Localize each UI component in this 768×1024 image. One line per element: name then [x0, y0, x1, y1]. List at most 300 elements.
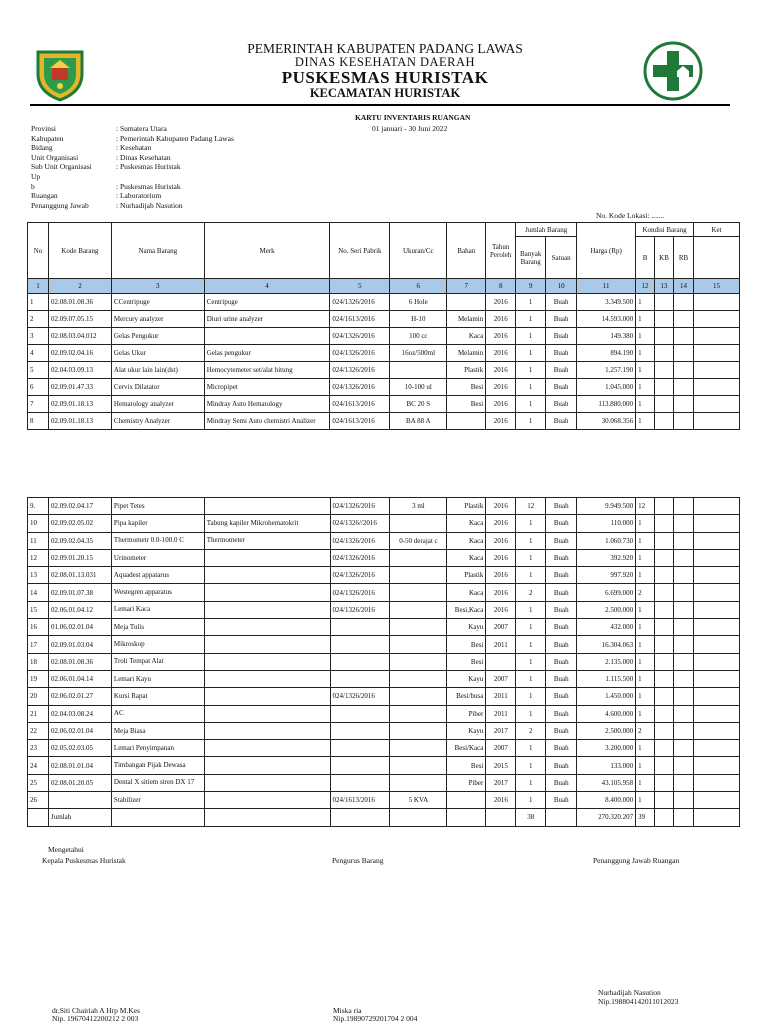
table-cell — [390, 740, 447, 757]
sign-penanggung-jawab: Penanggung Jawab Ruangan — [593, 856, 680, 865]
table-cell: Besi,Kaca — [447, 601, 486, 618]
table-cell — [330, 722, 390, 739]
table-cell: 2011 — [486, 636, 516, 653]
table-cell: 2.135.000 — [577, 653, 636, 670]
table-cell-empty — [694, 345, 740, 362]
info-row — [31, 134, 234, 144]
table-cell: 2011 — [486, 705, 516, 722]
table-cell: 2016 — [486, 498, 516, 515]
table-cell: 10-100 ul — [390, 379, 447, 396]
table-cell-empty — [694, 567, 740, 584]
table-cell — [204, 636, 330, 653]
table-cell: 2015 — [486, 757, 516, 774]
table-cell: 02.04.03.09.13 — [48, 362, 111, 379]
info-block — [31, 124, 234, 210]
location-code: No. Kode Lokasi: ....... — [596, 211, 665, 220]
table-row — [28, 757, 740, 774]
table-cell — [330, 619, 390, 636]
table-cell-empty — [674, 515, 694, 532]
total-cell — [111, 809, 204, 826]
table-cell: 02.09.02.04.17 — [48, 498, 111, 515]
table-cell: 024/1326/2016 — [330, 688, 390, 705]
table-cell: 1 — [516, 294, 546, 311]
table-cell: Mindray Auto Hematology — [204, 396, 330, 413]
table-cell-empty — [694, 670, 740, 687]
table-cell: 1 — [636, 345, 655, 362]
table-cell: BA 88 A — [390, 413, 447, 430]
sign-nip-3: Nip.198804142011012023 — [598, 997, 679, 1006]
document-period: 01 januari - 30 Juni 2022 — [372, 124, 448, 133]
table-cell: Westegren apparatus — [111, 584, 204, 601]
table-cell: 02.09.02.04.35 — [48, 532, 111, 549]
table-cell: 024/1613/2016 — [330, 792, 390, 809]
table-cell: 1 — [516, 670, 546, 687]
info-row — [31, 182, 234, 192]
info-label: b — [31, 181, 35, 191]
table-cell: 1 — [636, 294, 655, 311]
table-cell: 2007 — [486, 619, 516, 636]
table-cell: 0-50 derajat c — [390, 532, 447, 549]
table-cell: Besi — [447, 396, 486, 413]
table-cell: 02.06.02.01.04 — [48, 722, 111, 739]
table-cell: 1 — [636, 413, 655, 430]
table-cell: 2016 — [486, 345, 516, 362]
table-row — [28, 774, 740, 791]
table-cell: 12 — [516, 498, 546, 515]
table-cell: 1 — [516, 379, 546, 396]
table-cell: 1 — [636, 670, 655, 687]
table-cell-empty — [694, 328, 740, 345]
table-cell: Buah — [546, 328, 577, 345]
table-cell: Dental X sitiem stren DX 17 — [111, 774, 204, 791]
column-number: 12 — [636, 279, 655, 294]
table-cell: 024/1326/2016 — [330, 601, 390, 618]
table-cell: 110.000 — [577, 515, 636, 532]
table-row — [28, 294, 740, 311]
table-cell — [330, 653, 390, 670]
table-cell: 1 — [516, 774, 546, 791]
table-cell-empty — [655, 653, 674, 670]
table-cell — [204, 722, 330, 739]
table-cell: 1 — [516, 396, 546, 413]
table-cell — [390, 774, 447, 791]
info-row — [31, 124, 234, 134]
table-cell: 2016 — [486, 549, 516, 566]
table-cell: Thermometr 0.0-100.0 C — [111, 532, 204, 549]
table-cell: Besi — [447, 636, 486, 653]
table-cell — [204, 498, 330, 515]
table-cell-empty — [674, 705, 694, 722]
table-cell: 024/1326/2016 — [330, 532, 390, 549]
table-cell — [447, 413, 486, 430]
table-cell: Mercury analyzer — [111, 311, 204, 328]
table-cell: 18 — [28, 653, 49, 670]
table-cell: 6.699.000 — [577, 584, 636, 601]
table-cell: Hematology analyzer — [111, 396, 204, 413]
table-row — [28, 792, 740, 809]
table-cell — [447, 792, 486, 809]
table-cell: 25 — [28, 774, 49, 791]
table-cell-empty — [694, 653, 740, 670]
table-cell: Troli Tempat Alat — [111, 653, 204, 670]
table-cell: Buah — [546, 345, 577, 362]
total-cell — [447, 809, 486, 826]
table-cell: Kaca — [447, 584, 486, 601]
table-cell: Kayu — [447, 670, 486, 687]
table-cell-empty — [674, 670, 694, 687]
table-cell: 024/1326//2016 — [330, 515, 390, 532]
table-cell: Urinometer — [111, 549, 204, 566]
table-cell: 1 — [636, 311, 655, 328]
table-cell: Melamin — [447, 345, 486, 362]
table-cell: 1 — [516, 515, 546, 532]
col-merk: Merk — [204, 223, 330, 279]
table-cell: 1 — [636, 792, 655, 809]
table-cell-empty — [674, 379, 694, 396]
table-cell: Besi — [447, 379, 486, 396]
table-cell-empty — [694, 757, 740, 774]
table-cell: 2016 — [486, 567, 516, 584]
info-row — [31, 172, 234, 182]
table-row — [28, 345, 740, 362]
table-cell: Gelas pengukur — [204, 345, 330, 362]
table-row — [28, 515, 740, 532]
table-cell: Buah — [546, 792, 577, 809]
table-cell: 5 KVA — [390, 792, 447, 809]
table-cell-empty — [655, 413, 674, 430]
table-cell-empty — [655, 740, 674, 757]
table-cell: 1 — [516, 740, 546, 757]
table-cell-empty — [674, 792, 694, 809]
table-cell: 20 — [28, 688, 49, 705]
column-number: 7 — [447, 279, 486, 294]
table-cell: 02.09.02.05.02 — [48, 515, 111, 532]
table-cell: 13 — [28, 567, 49, 584]
table-cell-empty — [655, 311, 674, 328]
table-cell: Buah — [546, 515, 577, 532]
table-cell-empty — [674, 757, 694, 774]
table-cell-empty — [674, 774, 694, 791]
table-cell — [204, 757, 330, 774]
table-cell: 1 — [636, 601, 655, 618]
table-row — [28, 396, 740, 413]
table-cell: AC — [111, 705, 204, 722]
table-cell: 1 — [636, 774, 655, 791]
table-cell-empty — [694, 311, 740, 328]
table-cell: 024/1326/2016 — [330, 584, 390, 601]
info-value: : Laboratorium — [116, 191, 162, 201]
info-row — [31, 143, 234, 153]
table-cell: 3 ml — [390, 498, 447, 515]
table-cell: 1 — [636, 567, 655, 584]
col-bahan: Bahan — [447, 223, 486, 279]
table-cell-empty — [674, 345, 694, 362]
info-label: Kabupaten — [31, 133, 64, 143]
table-cell-empty — [674, 653, 694, 670]
table-cell: Buah — [546, 653, 577, 670]
table-cell: Buah — [546, 362, 577, 379]
table-cell: 1 — [636, 379, 655, 396]
col-b: B — [636, 237, 655, 279]
col-ket-empty — [694, 237, 740, 279]
table-cell: 1 — [516, 567, 546, 584]
table-cell: 2016 — [486, 328, 516, 345]
table-cell: 16oz/500ml — [390, 345, 447, 362]
table-cell: 024/1613/2016 — [330, 311, 390, 328]
column-number: 5 — [330, 279, 390, 294]
table-cell: 02.08.01.08.36 — [48, 653, 111, 670]
table-cell: 024/1326/2016 — [330, 328, 390, 345]
table-cell: 1.257.190 — [577, 362, 636, 379]
total-cell — [390, 809, 447, 826]
table-cell: 02.09.01.03.04 — [48, 636, 111, 653]
table-cell: 1.450.000 — [577, 688, 636, 705]
table-cell-empty — [694, 294, 740, 311]
table-cell: Buah — [546, 636, 577, 653]
table-cell — [390, 362, 447, 379]
info-value: : Puskesmas Huristak — [116, 181, 181, 191]
table-cell-empty — [655, 549, 674, 566]
table-cell-empty — [694, 636, 740, 653]
table-cell: 02.06.02.01.27 — [48, 688, 111, 705]
puskesmas-logo — [643, 41, 703, 101]
sign-nip-2: Nip.19890729201704 2 004 — [333, 1014, 418, 1023]
table-cell: 11 — [28, 532, 49, 549]
table-cell: Tabung kapiler Mikrohematokrit — [204, 515, 330, 532]
table-cell: Kayu — [447, 722, 486, 739]
table-cell: Kayu — [447, 619, 486, 636]
table-cell-empty — [655, 345, 674, 362]
table-row — [28, 311, 740, 328]
table-cell-empty — [674, 311, 694, 328]
table-cell: 02.08.01.08.36 — [48, 294, 111, 311]
table-cell: 02.05.02.03.05 — [48, 740, 111, 757]
table-cell-empty — [655, 619, 674, 636]
table-cell: 2017 — [486, 722, 516, 739]
inventory-table-1 — [27, 222, 740, 430]
table-cell — [204, 584, 330, 601]
table-cell: Aquadest appatarus — [111, 567, 204, 584]
table-cell: 43.105.958 — [577, 774, 636, 791]
table-cell: 02.08.03.04.012 — [48, 328, 111, 345]
table-cell: 1.045.000 — [577, 379, 636, 396]
table-cell: 024/1326/2016 — [330, 549, 390, 566]
table-cell: Alat ukur lain lain(dst) — [111, 362, 204, 379]
table-cell: 024/1613/2016 — [330, 413, 390, 430]
table-cell-empty — [655, 379, 674, 396]
table-cell — [204, 567, 330, 584]
table-cell-empty — [674, 740, 694, 757]
table-cell: 1 — [516, 601, 546, 618]
total-cell — [486, 809, 516, 826]
table-cell-empty — [694, 705, 740, 722]
table-row — [28, 362, 740, 379]
table-cell: Chemistry Analyzer — [111, 413, 204, 430]
table-cell-empty — [674, 619, 694, 636]
table-cell-empty — [694, 379, 740, 396]
sign-pengurus: Pengurus Barang — [332, 856, 384, 865]
table-cell — [390, 515, 447, 532]
table-cell: 1 — [516, 311, 546, 328]
header-district: KECAMATAN HURISTAK — [309, 86, 461, 100]
table-row — [28, 328, 740, 345]
col-ukuran: Ukuran/Cc — [390, 223, 447, 279]
sign-mengetahui: Mengetahui — [48, 845, 84, 854]
table-cell-empty — [655, 722, 674, 739]
table-cell — [390, 619, 447, 636]
table-cell: Buah — [546, 532, 577, 549]
sign-name-1: dr.Siti Chairiah A Hrp M.Kes — [52, 1006, 140, 1015]
header-divider — [30, 104, 730, 106]
table-cell: Buah — [546, 413, 577, 430]
table-cell — [204, 549, 330, 566]
table-cell — [204, 328, 330, 345]
table-cell: 14 — [28, 584, 49, 601]
table-row — [28, 498, 740, 515]
table-cell: 2016 — [486, 413, 516, 430]
table-cell: Buah — [546, 722, 577, 739]
table-cell: 14.593.000 — [577, 311, 636, 328]
table-cell: 392.920 — [577, 549, 636, 566]
sign-name-2: Miska ria — [333, 1006, 362, 1015]
table-cell-empty — [655, 396, 674, 413]
table-cell: 2016 — [486, 362, 516, 379]
table-cell: 1 — [636, 740, 655, 757]
table-cell: 133.000 — [577, 757, 636, 774]
table-cell: Buah — [546, 379, 577, 396]
table-cell-empty — [655, 328, 674, 345]
column-number: 14 — [674, 279, 694, 294]
table-cell: 1 — [516, 328, 546, 345]
table-cell: 2016 — [486, 792, 516, 809]
table-cell: Lemari Kayu — [111, 670, 204, 687]
table-cell: Plastik — [447, 362, 486, 379]
column-number: 2 — [48, 279, 111, 294]
table-cell — [48, 792, 111, 809]
table-cell-empty — [655, 774, 674, 791]
table-row — [28, 549, 740, 566]
table-cell: 024/1326/2016 — [330, 345, 390, 362]
table-cell: 1 — [516, 362, 546, 379]
info-label: Provinsi — [31, 124, 57, 133]
table-cell-empty — [694, 722, 740, 739]
table-cell: 16 — [28, 619, 49, 636]
header-puskesmas: PUSKESMAS HURISTAK — [281, 68, 489, 87]
table-cell: 22 — [28, 722, 49, 739]
column-number: 9 — [516, 279, 546, 294]
table-cell: 1 — [516, 532, 546, 549]
col-harga: Harga (Rp) — [577, 223, 636, 279]
table-cell: 1 — [516, 705, 546, 722]
info-row — [31, 201, 234, 211]
table-cell: 23 — [28, 740, 49, 757]
total-cell: 38 — [516, 809, 546, 826]
table-cell-empty — [694, 584, 740, 601]
table-cell-empty — [655, 636, 674, 653]
info-value: : Kesehatan — [116, 143, 152, 153]
table-cell: 02.09.01.18.13 — [48, 396, 111, 413]
column-number: 3 — [111, 279, 204, 294]
table-cell: 100 cc — [390, 328, 447, 345]
header-department: DINAS KESEHATAN DAERAH — [294, 55, 476, 69]
col-kode: Kode Barang — [48, 223, 111, 279]
table-row — [28, 619, 740, 636]
table-row — [28, 413, 740, 430]
table-row — [28, 740, 740, 757]
table-cell-empty — [655, 498, 674, 515]
table-cell — [390, 688, 447, 705]
info-label: Up — [31, 171, 41, 181]
column-number: 15 — [694, 279, 740, 294]
table-cell: 1.115.500 — [577, 670, 636, 687]
table-cell: Gelas Ukur — [111, 345, 204, 362]
total-cell — [330, 809, 390, 826]
table-cell-empty — [674, 567, 694, 584]
table-cell: Buah — [546, 549, 577, 566]
table-cell: 4.600.000 — [577, 705, 636, 722]
column-number: 13 — [655, 279, 674, 294]
table-cell: 024/1326/2016 — [330, 498, 390, 515]
table-cell: 30.068.356 — [577, 413, 636, 430]
table-cell: Gelas Pengukur — [111, 328, 204, 345]
column-number: 10 — [546, 279, 577, 294]
total-cell — [694, 809, 740, 826]
table-cell: 1 — [516, 792, 546, 809]
table-cell: 02.09.01.47.33 — [48, 379, 111, 396]
table-row — [28, 653, 740, 670]
table-cell: 5 — [28, 362, 49, 379]
col-ket: Ket — [694, 223, 740, 237]
table-cell-empty — [694, 362, 740, 379]
table-cell — [204, 705, 330, 722]
table-cell-empty — [655, 584, 674, 601]
table-cell: 1 — [636, 757, 655, 774]
table-cell: 12 — [636, 498, 655, 515]
table-cell: 113.880.000 — [577, 396, 636, 413]
table-cell — [330, 740, 390, 757]
table-cell: Micropipet — [204, 379, 330, 396]
table-cell: Hemocytemeter set/alat hitung — [204, 362, 330, 379]
inventory-table-2 — [27, 497, 740, 827]
table-cell: 1 — [636, 532, 655, 549]
table-row — [28, 601, 740, 618]
table-cell: 2007 — [486, 740, 516, 757]
table-cell — [204, 688, 330, 705]
table-cell-empty — [674, 396, 694, 413]
table-cell: Buah — [546, 498, 577, 515]
table-cell: 1 — [636, 636, 655, 653]
table-cell: 9. — [28, 498, 49, 515]
table-cell — [390, 670, 447, 687]
table-cell: Kaca — [447, 549, 486, 566]
table-cell-empty — [694, 413, 740, 430]
table-cell: 10 — [28, 515, 49, 532]
table-cell: 1 — [516, 653, 546, 670]
table-cell: Mikroskop — [111, 636, 204, 653]
col-seri: No. Seri Pabrik — [330, 223, 390, 279]
table-cell-empty — [655, 688, 674, 705]
col-jumlah: Jumlah Barang — [516, 223, 577, 237]
table-row — [28, 379, 740, 396]
table-cell-empty — [694, 619, 740, 636]
table-cell: 2016 — [486, 379, 516, 396]
table-cell-empty — [694, 688, 740, 705]
table-cell: 1 — [636, 362, 655, 379]
total-cell: 39 — [636, 809, 655, 826]
table-cell: 9.949.500 — [577, 498, 636, 515]
table-cell — [390, 757, 447, 774]
document-title: KARTU INVENTARIS RUANGAN — [355, 113, 471, 122]
